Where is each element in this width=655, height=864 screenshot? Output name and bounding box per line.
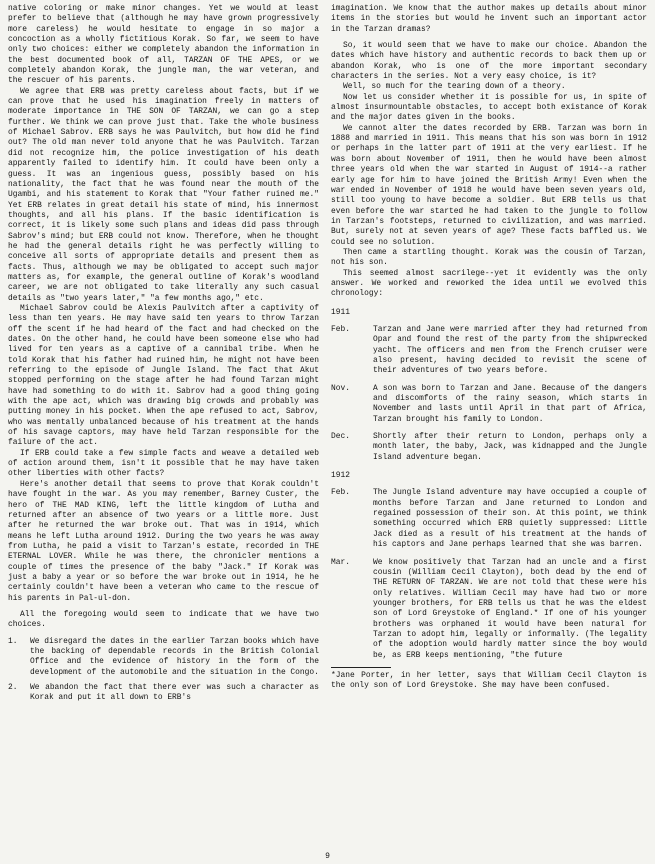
page-number: 9: [325, 852, 330, 861]
entry-month: Nov.: [331, 383, 350, 393]
chronology-entry: [331, 384, 647, 425]
list-item: [8, 637, 319, 678]
chronology-entry: [331, 432, 647, 463]
chronology-year: 1912: [331, 471, 350, 481]
list-text: We abandon the fact that there ever was such a character as Korak and put it all down to ERB's: [30, 683, 319, 703]
entry-month: Dec.: [331, 432, 350, 442]
chronology-entry: [331, 558, 647, 661]
list-number: 2.: [8, 683, 18, 692]
left-column: [8, 4, 319, 704]
paragraph: So, it would seem that we have to make our choice. Abandon the dates which have history and authentic records to back them up or abandon Korak, who is one of the more important secondary characters in the series. Not a very easy choice, is it?: [331, 41, 647, 82]
paragraph: Now let us consider whether it is possible for us, in spite of almost insurmountable obstacles, to accept both existance of Korak and the major dates given in the books.: [331, 92, 647, 123]
paragraph: Then came a startling thought. Korak was the cousin of Tarzan, not his son.: [331, 247, 647, 268]
list-number: 1.: [8, 636, 18, 646]
entry-month: Feb.: [331, 488, 350, 498]
paragraph: native coloring or make minor changes. Yet we would at least prefer to believe that (although he may have grown progressively more careless) he would hesitate to engage in so major a concoction as a wholly fictitious Korak. So far, we seem to have only two choices: either we completely abandon the information in the best documented book of all, TARZAN OF THE APES, or we completely abandon Korak, the jungle man, the war veteran, and the rescuer of his parents.: [8, 4, 319, 86]
list-text: We disregard the dates in the earlier Tarzan books which have the backing of dependable records in the British Colonial Office and the evidence of history in the form of the development of the automobile and the situation in the Congo.: [30, 636, 319, 677]
chronology-entry: [331, 488, 647, 550]
footnote: *Jane Porter, in her letter, says that William Cecil Clayton is the only son of Lord Greystoke. She may have been confused.: [331, 670, 647, 691]
chronology-year: 1911: [331, 307, 350, 317]
entry-text: The Jungle Island adventure may have occupied a couple of months before Tarzan and Jane returned to London and regained possession of their son. At this point, we think something occurred which ERB quietly suppressed: Little Jack died as a result of his treatment at the hands of his captors and Jane perhaps learned that she was barren.: [373, 488, 647, 550]
paragraph: This seemed almost sacrilege--yet it evidently was the only answer. We worked and reworked the idea until we evolved this chronology:: [331, 268, 647, 299]
entry-text: Tarzan and Jane were married after they had returned from Opar and found the rest of the party from the shipwrecked yacht. The officers and men from the French cruiser were also present, having decided to revisit the scene of their adventures of two years before.: [373, 324, 647, 376]
paragraph: imagination. We know that the author makes up details about minor items in the stories but would he invent such an important actor in the Tarzan dramas?: [331, 4, 647, 34]
conclusion-paragraph: All the foregoing would seem to indicate that we have two choices.: [8, 609, 319, 630]
paragraph: Here's another detail that seems to prove that Korak couldn't have fought in the war. As you may remember, Barney Custer, the hero of THE MAD KING, left the little kingdom of Lutha and returned after an absence of two years or a little more. Just after he returned the war broke out. That was in 1914, which means he left Lutha around 1912. During the two years he was away from Lutha, he paid a visit to Tarzan's estate, recorded in THE ETERNAL LOVER. While he was there, the chronicler mentions a couple of times the presence of the baby "Jack." If Korak was just a baby a year or so before the war broke out in 1914, he he certainly couldn't have been a veteran who came to the rescue of his parents in Pal-ul-don.: [8, 479, 319, 603]
paragraph: We cannot alter the dates recorded by ERB. Tarzan was born in 1888 and married in 1911. This means that his son was born in 1912 or perhaps in the latter part of 1911 at the very earliest. If he was born about November of 1911, then he would have been almost three years old when the war started in August of 1914--a rather early age for him to have joined the British Army! Even when the war ended in November of 1918 he would have been seven years old, still too young to have become a soldier. But ERB tells us that even before the war started he had taken to the jungle to follow in Tarzan's footsteps, returned to civilization, and was married. But, surely not at seven years of age? These facts baffled us. We could see no solution.: [331, 123, 647, 247]
entry-text: A son was born to Tarzan and Jane. Because of the dangers and discomforts of the rainy season, which starts in November and lasts until April in that part of Africa, Tarzan brought his family to London.: [373, 383, 647, 424]
choices-list: [8, 637, 319, 704]
footnote-divider: [331, 667, 391, 668]
paragraph: We agree that ERB was pretty careless about facts, but if we can prove that he used his imagination freely in matters of moderate importance in THE SON OF TARZAN, we can go a step further. We think we can prove just that. Take the whole business of Michael Sabrov. ERB says he was Paulvitch, but how did he find out? The old man never told anyone that he was Paulvitch. Tarzan did not recognize him, the police investigation of his death apparently failed to identify him. It could have been only a guess. It was an ingenious guess, possibly based on his nationality, the fact that he was found near the mouth of the Ugambi, and his statement to Korak that "Your father ruined me." Yet ERB relates in great detail his state of mind, his innermost thoughts, and all his plans. If the basic identification is correct, it is likely some such plans and ideas did pass through Sabrov's mind; but ERB could not know. Therefore, when he thought he had the general details right he was perfectly willing to conceive all sorts of appropriate details and present them as facts. Thus, although we may be obligated to accept such major matters as, for example, the general outline of Korak's woodland career, we are not obligated to take literally any such casual details as "two years later," "a few months ago," etc.: [8, 86, 319, 303]
list-item: [8, 683, 319, 704]
chronology-entry: [331, 325, 647, 377]
entry-month: Mar.: [331, 557, 350, 567]
paragraph: If ERB could take a few simple facts and weave a detailed web of action around them, isn't it possible that he may have taken other liberties with other facts?: [8, 448, 319, 479]
entry-month: Feb.: [331, 324, 350, 334]
right-column: [331, 4, 647, 692]
paragraph: Michael Sabrov could be Alexis Paulvitch after a captivity of less than ten years. He may have said ten years to throw Tarzan off the scent if he had heard of the fact and had checked on the dates. On the other hand, he could have been someone else who had lived for ten years as a captive of a cannibal tribe. When he told Korak that his father had ruined him, he might not have been referring to the episode of Jungle Island. The fact that Akut stopped performing on the stage after he had found Tarzan might have had something to do with it. Sabrov had a good thing going with the ape act, which was drawing big crowds and probably was putting money in his pocket. When the ape refused to act, Sabrov, who was mentally unbalanced because of his treatment at the hands of his savage captors, may have held Tarzan responsible for the failure of the act.: [8, 303, 319, 448]
entry-text: Shortly after their return to London, perhaps only a month later, the baby, Jack, was kidnapped and the Jungle Island adventure began.: [373, 432, 647, 462]
paragraph: Well, so much for the tearing down of a theory.: [343, 82, 566, 92]
entry-text: We know positively that Tarzan had an uncle and a first cousin (William Cecil Clayton), both dead by the end of THE RETURN OF TARZAN. We are not told that these were his only relatives. William Cecil may have had two or more younger brothers, for ERB tells us that he was the eldest son of Lord Greystoke of England.* If one of his younger brothers was orphaned it would have been natural for Tarzan to adopt him, legally or informally. (The legality of the adoption would hardly matter since the boy would be, as ERB keeps mentioning, "the future: [373, 557, 647, 660]
